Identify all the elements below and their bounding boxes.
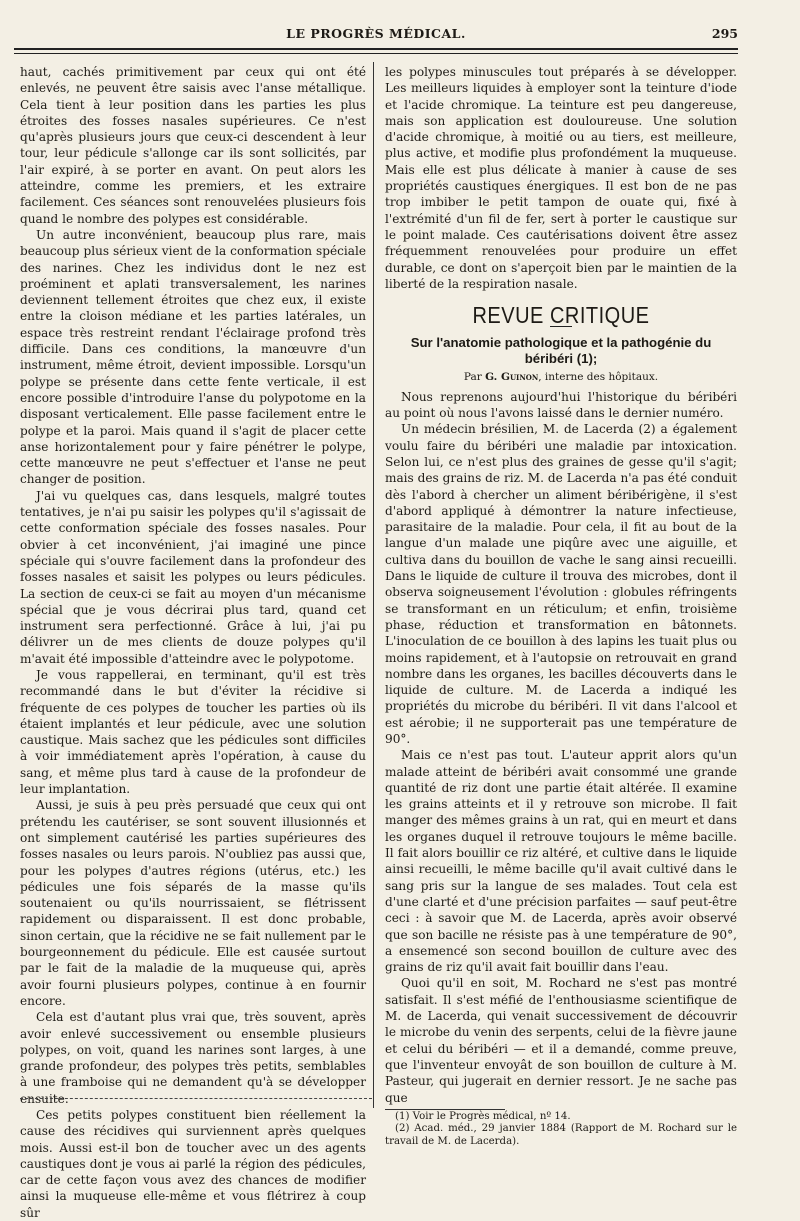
right-paragraph-3: Mais ce n'est pas tout. L'auteur apprit alors qu'un malade atteint de béribéri avait consommé une grande quantité de riz dont une partie était altérée. Il examine les grains atteints et il y retrouve son microbe. Il fait manger des mêmes grains à un rat, qui en meurt et dans les organes duquel il retrouve toujours le même bacille. Il fait alors bouillir ce riz altéré, et cultive dans le liquide ainsi recueilli, le même bacille qu'il avait cultivé dans le sang pris sur la langue de ses malades. Tout cela est d'une clarté et d'une précision parfaites — sauf peut-être ceci : à savoir que M. de Lacerda, après avoir observé que son bacille ne résiste pas à une température de 90°, a ensemencé son second bouillon de culture avec des grains de riz qu'il avait fait bouillir dans l'eau.	[385, 748, 737, 975]
right-column	[385, 64, 737, 1148]
journal-title: LE PROGRÈS MÉDICAL.	[286, 26, 466, 41]
column-divider	[373, 62, 374, 1108]
byline-prefix: Par	[463, 371, 482, 384]
left-paragraph-2: Un autre inconvénient, beaucoup plus rare, mais beaucoup plus sérieux vient de la conformation spéciale des narines. Chez les individus dont le nez est proéminent et aplati transversalement, les narines deviennent tellement étroites que chez eux, il existe entre la cloison médiane et les parties latérales, un espace très restreint rendant l'éclairage profond très difficile. Dans ces conditions, la manœuvre d'un instrument, même étroit, devient impossible. Lorsqu'un polype se présente dans cette fente verticale, il est encore possible d'introduire l'anse du polypotome en la disposant verticalement. Elle passe facilement entre le polype et la paroi. Mais quand il s'agit de placer cette anse horizontalement pour y faire pénétrer le polype, cette manœuvre ne peut s'effectuer et l'anse ne peut changer de position.	[20, 227, 366, 487]
left-paragraph-7: Ces petits polypes constituent bien réellement la cause des récidives qui surviennent après quelques mois. Aussi est-il bon de toucher avec un des agents caustiques dont je vous ai parlé la région des pédicules, car de cette façon vous avez des chances de modifier ainsi la muqueuse elle-même et vous flétrirez à coup sûr	[20, 1108, 366, 1220]
header-rule-thin	[14, 53, 738, 54]
right-paragraph-4: Quoi qu'il en soit, M. Rochard ne s'est pas montré satisfait. Il s'est méfié de l'enthousiasme scientifique de M. de Lacerda, qui venait successivement de découvrir le microbe du venin des serpents, celui de la fièvre jaune et celui du béribéri — et il a demandé, comme preuve, que l'inventeur envoyât de son bouillon de culture à M. Pasteur, qui jugerait en dernier ressort. Je ne sache pas que	[385, 976, 737, 1105]
article-byline	[385, 369, 737, 385]
footnote-2: (2) Acad. méd., 29 janvier 1884 (Rapport de M. Rochard sur le travail de M. de Lacerda).	[385, 1123, 737, 1147]
left-paragraph-3: J'ai vu quelques cas, dans lesquels, malgré toutes tentatives, je n'ai pu saisir les polypes qu'il s'agissait de cette conformation spéciale des fosses nasales. Pour obvier à cet inconvénient, j'ai imaginé une pince spéciale qui s'ouvre facilement dans la profondeur des fosses nasales et saisit les polypes ou leurs pédicules. La section de ceux-ci se fait au moyen d'un mécanisme spécial que je vous décrirai plus tard, quand cet instrument sera perfectionné. Grâce à lui, j'ai pu délivrer un de mes clients de douze polypes qu'il m'avait été impossible d'atteindre avec le polypotome.	[20, 488, 366, 666]
right-paragraph-2: Un médecin brésilien, M. de Lacerda (2) a également voulu faire du béribéri une maladie par intoxication. Selon lui, ce n'est plus des graines de gesse qu'il s'agit; mais des grains de riz. M. de Lacerda n'a pas été conduit dès l'abord à chercher un aliment béribérigène, il s'est d'abord appliqué à démontrer la nature infectieuse, parasitaire de la maladie. Pour cela, il fit au bout de la langue d'un malade une piqûre avec une aiguille, et cultiva dans du bouillon de vache le sang ainsi recueilli. Dans le liquide de culture il trouva des microbes, dont il observa soigneusement l'évolution : globules réfringents se transformant en un réticulum; et enfin, troisième phase, réduction et transformation en bâtonnets. L'inoculation de ce bouillon à des lapins les tuait plus ou moins rapidement, et à l'autopsie on retrouvait en grand nombre dans les organes, les bacilles découverts dans le liquide de culture. M. de Lacerda a indiqué les propriétés du microbe du béribéri. Il vit dans l'alcool et est aérobie; il ne supporterait pas une température de 90°.	[385, 422, 737, 746]
byline-suffix: , interne des hôpitaux.	[538, 371, 659, 384]
byline-author: G. Guinon	[485, 371, 539, 384]
footnotes	[385, 1111, 737, 1149]
left-column	[20, 64, 366, 1221]
page-number: 295	[711, 26, 738, 41]
section-title: REVUE CRITIQUE	[472, 303, 650, 329]
footnote-1: (1) Voir le Progrès médical, nº 14.	[395, 1110, 571, 1122]
footnote-rule	[385, 1109, 505, 1110]
article-title: Sur l'anatomie pathologique et la pathogénie du béribéri (1);	[410, 335, 712, 367]
left-paragraph-1: haut, cachés primitivement par ceux qui ont été enlevés, ne peuvent être saisis avec l'anse métallique. Cela tient à leur position dans les parties les plus étroites des fosses nasales supérieures. Ce n'est qu'après plusieurs jours que ceux-ci descendent à leur tour, leur pédicule s'allonge car ils sont sollicités, par l'air expiré, à se porter en avant. On peut alors les atteindre, comme les premiers, et les extraire facilement. Ces séances sont renouvelées plusieurs fois quand le nombre des polypes est considérable.	[20, 65, 366, 226]
left-paragraph-4: Je vous rappellerai, en terminant, qu'il est très recommandé dans le but d'éviter la récidive si fréquente de ces polypes de toucher les parties où ils étaient implantés et leur pédicule, avec une solution caustique. Mais sachez que les pédicules sont difficiles à voir immédiatement après l'opération, à cause du sang, et même plus tard à cause de la profondeur de leur implantation.	[20, 667, 366, 797]
left-paragraph-6: Cela est d'autant plus vrai que, très souvent, après avoir enlevé successivement ou ensemble plusieurs polypes, on voit, quand les narines sont larges, à une grande profondeur, des polypes très petits, semblables à une framboise qui ne demandent qu'à se développer ensuite.	[20, 1010, 366, 1106]
right-paragraph-1: Nous reprenons aujourd'hui l'historique du béribéri au point où nous l'avons laissé dans le dernier numéro.	[385, 389, 737, 421]
left-bottom-rule	[20, 1098, 372, 1099]
left-paragraph-5: Aussi, je suis à peu près persuadé que ceux qui ont prétendu les cautériser, se sont souvent illusionnés et ont simplement cautérisé les parties supérieures des fosses nasales ou leurs parois. N'oubliez pas aussi que, pour les polypes d'autres régions (utérus, etc.) les pédicules une fois séparés de la masse qu'ils soutenaient ou qu'ils nourrissaient, se flétrissent rapidement ou disparaissent. Il est donc probable, sinon certain, que la récidive ne se fait nullement par le bourgeonnement du pédicule. Elle est causée surtout par le fait de la maladie de la muqueuse qui, après avoir fourni plusieurs polypes, continue à en fournir encore.	[20, 798, 366, 1008]
page-header	[14, 22, 738, 44]
right-continuation-paragraph: les polypes minuscules tout préparés à se développer. Les meilleurs liquides à employer sont la teinture d'iode et l'acide chromique. La teinture est peu dangereuse, mais son application est douloureuse. Une solution d'acide chromique, à moitié ou au tiers, est meilleure, plus active, et modifie plus profondément la muqueuse. Mais elle est plus délicate à manier à cause de ses propriétés caustiques énergiques. Il est bon de ne pas trop imbiber le petit tampon de ouate qui, fixé à l'extrémité d'un fil de fer, sert à porter le caustique sur le point malade. Ces cautérisations doivent être assez fréquemment renouvelées pour produire un effet durable, ce dont on s'aperçoit bien par le maintien de la liberté de la respiration nasale.	[385, 65, 737, 291]
header-rule-thick	[14, 48, 738, 50]
